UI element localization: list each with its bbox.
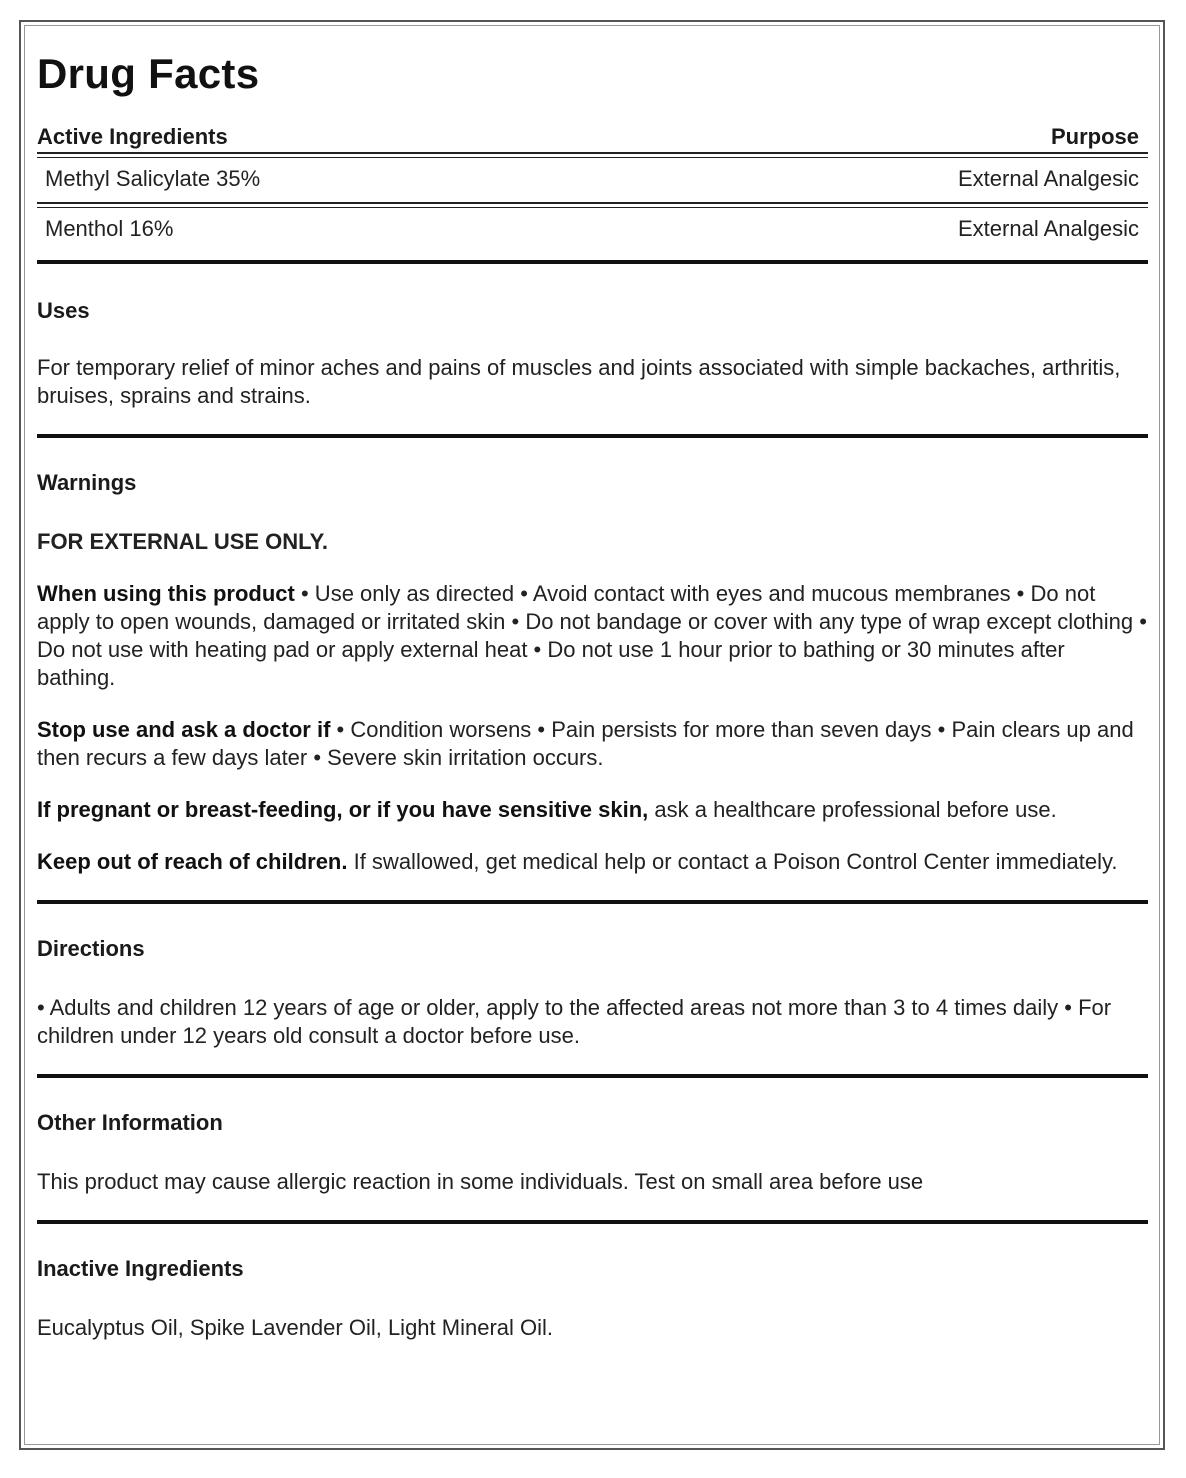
directions-heading: Directions: [37, 936, 145, 961]
uses-heading: Uses: [37, 298, 90, 323]
drug-facts-title: Drug Facts: [37, 50, 260, 97]
inactive-ingredients-section: [37, 1224, 1148, 1342]
ingredient-purpose: External Analgesic: [958, 216, 1139, 241]
pregnant-lead: If pregnant or breast-feeding, or if you have sensitive skin,: [37, 797, 649, 822]
ingredient-name: Methyl Salicylate 35%: [45, 166, 261, 191]
ingredient-purpose: External Analgesic: [958, 166, 1139, 191]
when-using-paragraph: [37, 580, 1148, 692]
ingredient-name: Menthol 16%: [45, 216, 174, 241]
keep-out-text: If swallowed, get medical help or contact a Poison Control Center immediately.: [347, 849, 1118, 874]
other-information-heading: Other Information: [37, 1110, 223, 1135]
active-ingredients-heading: Active Ingredients: [37, 124, 228, 149]
stop-use-paragraph: [37, 716, 1148, 772]
directions-section: [37, 904, 1148, 1050]
uses-section: [37, 264, 1148, 410]
pregnant-text: ask a healthcare professional before use.: [648, 797, 1057, 822]
when-using-text: • Use only as directed • Avoid contact with eyes and mucous membranes • Do not apply to open wounds, damaged or irritated skin • Do not bandage or cover with any type of wrap except clothing • Do not use with heating pad or apply external heat • Do not use 1 hour prior to bathing or 30 minutes after bathing.: [37, 581, 1147, 690]
keep-out-lead: Keep out of reach of children.: [37, 849, 348, 874]
purpose-heading: Purpose: [1050, 124, 1139, 149]
stop-use-lead: Stop use and ask a doctor if: [37, 717, 331, 742]
other-information-section: [37, 1078, 1148, 1196]
other-information-text: This product may cause allergic reaction in some individuals. Test on small area before use: [37, 1169, 924, 1194]
active-ingredients-header: [37, 122, 1148, 152]
drug-facts-panel: [37, 48, 1148, 1342]
when-using-lead: When using this product: [37, 581, 295, 606]
uses-text: For temporary relief of minor aches and pains of muscles and joints associated with simple backaches, arthritis, bruises, sprains and strains.: [37, 355, 1121, 408]
directions-text: • Adults and children 12 years of age or older, apply to the affected areas not more than 3 to 4 times daily • For children under 12 years old consult a doctor before use.: [37, 995, 1112, 1048]
pregnant-paragraph: [37, 796, 1148, 824]
inactive-ingredients-text: Eucalyptus Oil, Spike Lavender Oil, Light Mineral Oil.: [37, 1315, 554, 1340]
ingredient-row: [37, 208, 1148, 252]
inactive-ingredients-heading: Inactive Ingredients: [37, 1256, 244, 1281]
warnings-section: [37, 438, 1148, 876]
external-use-warning: FOR EXTERNAL USE ONLY.: [37, 529, 328, 554]
stop-use-text: • Condition worsens • Pain persists for more than seven days • Pain clears up and then recurs a few days later • Severe skin irritation occurs.: [37, 717, 1134, 770]
ingredient-row: [37, 158, 1148, 202]
keep-out-paragraph: [37, 848, 1148, 876]
warnings-heading: Warnings: [37, 470, 137, 495]
